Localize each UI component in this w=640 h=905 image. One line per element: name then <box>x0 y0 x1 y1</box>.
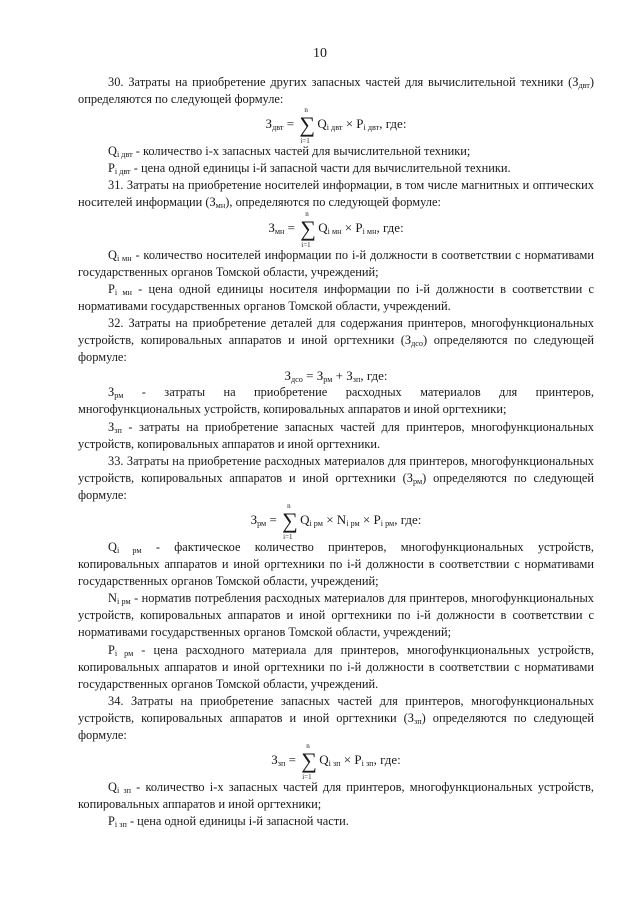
formula-32: $З_{дсо} = З_{рм} + З_{зп}$, где: <box>284 368 388 385</box>
section-34-def-p: $P_{i зп}$ - цена одной единицы i-й запасной части. <box>108 814 349 830</box>
sum-sign-icon: n ∑ i=1 <box>301 742 317 782</box>
section-33-def-q: $Q_{i рм}$ - фактическое количество принтеров, многофункциональных устройств, копировальных аппаратов и иной оргтехники по i-й должности в соответствии с нормативами государственных органов Томской области, учреждений; <box>78 539 594 589</box>
formula-31: $З_{мн}$ = n ∑ i=1 $Q_{i мн} \times P_{i мн}$, где: <box>268 209 404 249</box>
sum-sign-icon: n ∑ i=1 <box>282 501 298 541</box>
section-31-def-q: $Q_{i мн}$ - количество носителей информации по i-й должности в соответствии с нормативами государственных органов Томской области, учреждений; <box>78 247 594 279</box>
section-31-intro: 31. Затраты на приобретение носителей информации, в том числе магнитных и оптических носителей информации $(З_{мн})$, определяются по следующей формуле: <box>78 178 594 211</box>
section-33-intro: 33. Затраты на приобретение расходных материалов для принтеров, многофункциональных устройств, копировальных аппаратов и иной оргтехники $(З_{рм})$ определяются по следующей формуле: <box>78 453 594 502</box>
sum-sign-icon: n ∑ i=1 <box>300 209 316 249</box>
section-34-intro: 34. Затраты на приобретение запасных частей для принтеров, многофункциональных устройств, копировальных аппаратов и иной оргтехники $(З_{зп})$ определяются по следующей формуле: <box>78 693 594 742</box>
section-32-def-zp: $З_{зп}$ - затраты на приобретение запасных частей для принтеров, многофункциональных устройств, копировальных аппаратов и иной оргтехники. <box>78 419 594 451</box>
document-body <box>78 74 594 830</box>
formula-34: $З_{зп}$ = n ∑ i=1 $Q_{i зп} \times P_{i зп}$, где: <box>271 742 401 782</box>
section-30-intro: 30. Затраты на приобретение других запасных частей для вычислительной техники $(З_{двт})$ определяются по следующей формуле: <box>78 75 594 107</box>
section-32-intro: 32. Затраты на приобретение деталей для содержания принтеров, многофункциональных устройств, копировальных аппаратов и иной оргтехники $(З_{дсо})$ определяются по следующей формуле: <box>78 315 594 365</box>
section-31-def-p: $P_{i мн}$ - цена одной единицы носителя информации по i-й должности в соответствии с нормативами государственных органов Томской области, учреждений. <box>78 281 594 313</box>
section-33-def-n: $N_{i рм}$ - норматив потребления расходных материалов для принтеров, многофункциональных устройств, копировальных аппаратов и иной оргтехники по i-й должности в соответствии с нормативами государственных органов Томской области, учреждений; <box>78 591 594 640</box>
formula-30: $З_{двт}$ = n ∑ i=1 $Q_{i двт} \times P_{i двт}$, где: <box>265 106 407 146</box>
sum-sign-icon: n ∑ i=1 <box>299 106 315 146</box>
section-30-def-q: $Q_{i двт}$ - количество i-х запасных частей для вычислительной техники; <box>108 144 471 160</box>
section-32-def-rm: $З_{рм}$ - затраты на приобретение расходных материалов для принтеров, многофункциональных устройств, копировальных аппаратов и иной оргтехники; <box>78 385 594 417</box>
section-30-def-p: $P_{i двт}$ - цена одной единицы i-й запасной части для вычислительной техники. <box>108 161 511 177</box>
page-number: 10 <box>313 46 327 61</box>
section-33-def-p: $P_{i рм}$ - цена расходного материала для принтеров, многофункциональных устройств, копировальных аппаратов и иной оргтехники по i-й должности в соответствии с нормативами государственных органов Томской области, учреждений. <box>78 642 594 691</box>
formula-33: $З_{рм}$ = n ∑ i=1 $Q_{i рм} \times N_{i рм} \times P_{i рм}$, где: <box>250 501 422 541</box>
section-34-def-q: $Q_{i зп}$ - количество i-х запасных частей для принтеров, многофункциональных устройств, копировальных аппаратов и иной оргтехники; <box>78 780 595 812</box>
